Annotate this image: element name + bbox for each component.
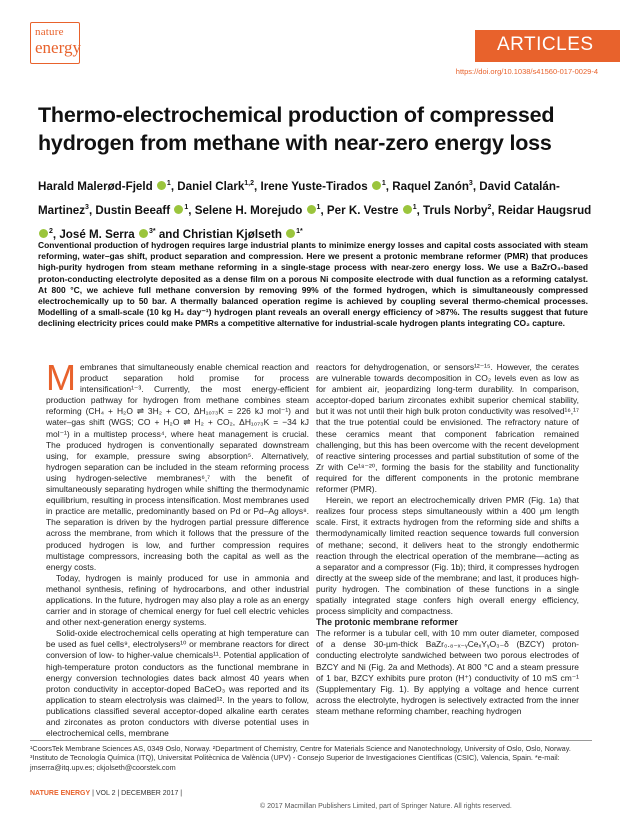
author-entry <box>195 204 321 217</box>
body-paragraph: Herein, we report an electrochemically driven PMR (Fig. 1a) that realizes four process steps simultaneously within a 400 µm length scale. First, it extracts hydrogen from the reforming side and shifts a thermodynamically limited reaction sequence towards full conversion of methane; second, it delivers heat to the strongly endothermic reaction through the electrical operation of the membrane—acting as a separator and a compressor (Fig. 1b); third, it compresses hydrogen directly at the sweep side of the membrane; and last, it produces high-purity hydrogen. The combination of these functions in a single spatially integrated stage confers high overall energy efficiency, process simplicity and compactness. <box>316 495 579 617</box>
author-affiliation: 2 <box>487 203 492 211</box>
journal-logo <box>30 22 80 64</box>
author-name: Truls Norby <box>423 203 488 217</box>
author-name: David Catalán-Martinez <box>38 179 560 217</box>
article-title: Thermo-electrochemical production of compressed hydrogen from methane with near-zero energy loss <box>38 103 555 155</box>
orcid-icon[interactable] <box>174 205 183 214</box>
orcid-icon[interactable] <box>39 229 48 238</box>
body-paragraph: reactors for dehydrogenation, or sensors¹²⁻¹⁵. However, the cerates are vulnerable towards decomposition in CO₂ levels even as low as for ambient air, jeopardizing long-term durability. In comparison, acceptor-doped barium zirconates exhibit superior chemical stability, but it was not until their high bulk proton conductivity was resolved¹⁶,¹⁷ that the true potential could be envisioned. The refractory nature of these ceramics meant that component fabrication remained challenging, but this has been overcome with the recent development of reactive sintering processes and partial substitution of some of the Zr with Ce¹⁸⁻²⁰, forming the basis for the stability and functionality required for the different components in the protonic membrane reformer (PMR). <box>316 362 579 495</box>
author-affiliation: 1,2 <box>244 180 255 187</box>
logo-line-energy: energy <box>35 38 81 57</box>
footer-journal: NATURE ENERGY <box>30 790 91 797</box>
author-entry <box>260 180 385 193</box>
orcid-icon[interactable] <box>139 229 148 238</box>
affiliations-footnote: ¹CoorsTek Membrane Sciences AS, 0349 Oslo, Norway. ²Department of Chemistry, Centre for Materials Science and Nanotechnology, University of Oslo, Oslo, Norway. ³Instituto de Tecnología Química (ITQ), Universitat Politècnica de València (UPV) - Consejo Superior de Investigaciones Científicas (CSIC), Valencia, Spain. *e-mail: jmserra@itq.upv.es; ckjolseth@coorstek.com <box>30 744 571 772</box>
author-name: Harald Malerød-Fjeld <box>38 179 153 193</box>
author-entry <box>423 204 491 217</box>
author-affiliation: 1 <box>166 180 171 187</box>
author-affiliation: 1 <box>184 203 189 211</box>
orcid-icon[interactable] <box>157 181 166 190</box>
orcid-icon[interactable] <box>286 229 295 238</box>
body-paragraph: Membranes that simultaneously enable chemical reaction and product separation hold promise for process intensification¹⁻³. Currently, the most energy-efficient production pathway for hydrogen from methane combines steam reforming (CH₄ + H₂O ⇌ 3H₂ + CO, ΔH₁₀₇₃K = 226 kJ mol⁻¹) and water–gas shift (WGS; CO + H₂O ⇌ H₂ + CO₂, ΔH₁₀₇₃K = −34 kJ mol⁻¹) in a multistep process⁴, where heat management is crucial. The produced hydrogen is conventionally separated downstream using, for example, pressure swing absorption⁵. Alternatively, hydrogen separation can be included in the steam reforming process using hydrogen-selective membranes⁶,⁷ with the benefit of simultaneously separating hydrogen while shifting the thermodynamic equilibrium, resulting in process intensification. Most membranes used in practice are metallic, predominantly based on Pd or Pd–Ag alloys⁸. The separation is driven by the hydrogen partial pressure difference across the membrane, from which it follows that the pressure of the produced hydrogen is low, and further compression requires multistage compressors, increasing both the capital as well as the energy costs. <box>46 357 309 572</box>
orcid-icon[interactable] <box>403 205 412 214</box>
author-name: Reidar Haugsrud <box>497 203 592 217</box>
body-paragraph: Today, hydrogen is mainly produced for use in ammonia and methanol synthesis, refining of hydrocarbons, and other industrial applications. In the future, hydrogen may also play a role as an energy carrier and in storage of chemical energy for fuel cell electric vehicles and other next-generation energy systems. <box>46 572 309 628</box>
orcid-icon[interactable] <box>307 205 316 214</box>
copyright-notice: © 2017 Macmillan Publishers Limited, part of Springer Nature. All rights reserved. <box>260 803 512 810</box>
body-column-left <box>46 357 309 739</box>
logo-line-nature: nature <box>35 26 64 38</box>
author-name: Christian Kjølseth <box>182 227 282 241</box>
author-name: Selene H. Morejudo <box>194 203 303 217</box>
section-heading: The protonic membrane reformer <box>316 617 459 628</box>
author-affiliation: 1 <box>412 203 417 211</box>
author-affiliation: 3* <box>149 227 156 235</box>
body-column-right <box>316 362 579 717</box>
author-affiliation: 3 <box>468 180 473 187</box>
author-affiliation: 2 <box>49 227 53 235</box>
author-name: Raquel Zanón <box>392 179 469 193</box>
orcid-icon[interactable] <box>372 181 381 190</box>
footnote-divider <box>30 740 592 741</box>
abstract: Conventional production of hydrogen requires large industrial plants to minimize energy losses and capital costs associated with steam reforming, water–gas shift, product separation and compression. Here we present a protonic membrane reformer (PMR) that produces high-purity hydrogen from steam methane reforming in a single-stage process with near-zero energy loss. We use a BaZrO₃-based proton-conducting electrolyte deposited as a dense film on a porous Ni composite electrode with dual function as a reforming catalyst. At 800 °C, we achieve full methane conversion by removing 99% of the formed hydrogen, which is simultaneously compressed electrochemically up to 50 bar. A thermally balanced operation regime is achieved by coupling several thermo-chemical processes. Modelling of a small-scale (10 kg H₂ day⁻¹) hydrogen plant reveals an overall energy efficiency of >87%. The results suggest that future declining electricity prices could make PMRs a competitive alternative for industrial-scale hydrogen plants integrating CO₂ capture. <box>38 240 588 329</box>
author-affiliation: 1* <box>296 227 303 235</box>
author-entry <box>183 228 303 241</box>
body-paragraph: The reformer is a tubular cell, with 10 mm outer diameter, composed of a dense 30-µm-thick BaZr₀.₈₋ₓ₋ᵧCeₓYᵧO₃₋δ (BZCY) proton-conducting electrolyte sandwiched between two porous electrodes of BZCY and Ni (Fig. 2a and Methods). At 800 °C and a steam pressure of 1 bar, BZCY exhibits pure proton (H⁺) conductivity of 10 mS cm⁻¹ (Supplementary Fig. 1). By applying a voltage and hence current across the electrolyte, hydrogen is selectively extracted from the inner steam methane reforming chamber, reaching hydrogen <box>316 628 579 716</box>
author-list: Harald Malerød-Fjeld $^1$, Daniel Clark$^{1,2}$, Irene Yuste-Tirados $^1$, Raquel Zanón$^3$, David Catalán-Martinez$^3$, Dustin Beeaff $^1$, Selene H. Morejudo $^1$, Per K. Vestre $^1$, Truls Norby$^2$, Reidar Haugsrud $^2$, José M. Serra $^{3*}$ and Christian Kjølseth $^{1*}$ <box>38 179 592 241</box>
author-entry <box>177 180 254 193</box>
author-entry <box>95 204 188 217</box>
author-entry <box>38 180 171 193</box>
author-affiliation: 3 <box>85 203 89 211</box>
doi-link[interactable]: https://doi.org/10.1038/s41560-017-0029-4 <box>455 67 598 76</box>
author-name: Irene Yuste-Tirados <box>260 179 368 193</box>
author-name: Per K. Vestre <box>326 203 399 217</box>
drop-cap: M <box>46 357 76 398</box>
author-name: José M. Serra <box>59 227 135 241</box>
author-name: Dustin Beeaff <box>95 203 171 217</box>
author-entry <box>327 204 417 217</box>
footer-volume: | VOL 2 | DECEMBER 2017 | <box>92 790 183 797</box>
author-affiliation: 1 <box>381 180 386 187</box>
author-entry <box>59 228 155 241</box>
author-entry <box>392 180 473 193</box>
section-badge: ARTICLES <box>475 30 620 62</box>
author-affiliation: 1 <box>316 203 321 211</box>
body-paragraph: Solid-oxide electrochemical cells operating at high temperature can be used as fuel cells⁹, electrolysers¹⁰ or membrane reactors for direct conversion of low- to higher-value chemicals¹¹. Potential application of high-temperature proton conductors as the functional membrane in energy conversion technologies dates back almost 40 years when proton conductivity in acceptor-doped BaCeO₃ was reported and its application to steam electrolysis was claimed¹². In the years to follow, publications classified several acceptor-doped alkaline earth cerates and zirconates as proton conductors with diverse potential uses in electrochemical cells, membrane <box>46 628 309 739</box>
author-name: Daniel Clark <box>177 179 245 193</box>
page-footer <box>30 790 182 797</box>
